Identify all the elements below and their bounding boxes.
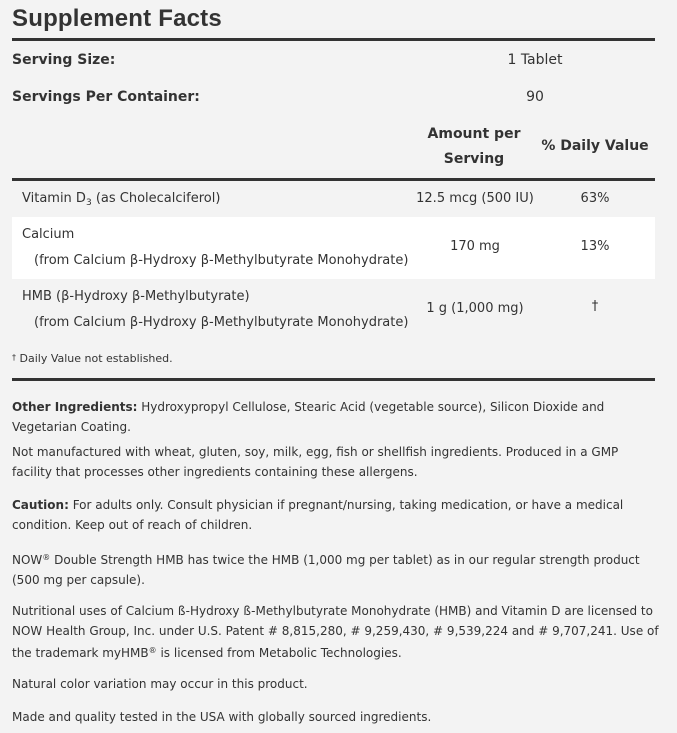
footnote-dagger: † bbox=[12, 353, 16, 362]
nutrient-source: (from Calcium β-Hydroxy β-Methylbutyrate Monohydrate) bbox=[34, 253, 409, 268]
facts-bottom-divider bbox=[12, 378, 655, 381]
license-text-before: Nutritional uses of Calcium ß-Hydroxy ß-Methylbutyrate Monohydrate (HMB) and Vitamin D are licensed to NOW Health Group, Inc. under U.S. Patent # 8,815,280, # 9,259,430, # 9,539,224 and # 9,707,241. Use of the trademark myHMB bbox=[12, 604, 659, 660]
amount-header-line2: Serving bbox=[443, 151, 505, 167]
footnote-text: Daily Value not established. bbox=[16, 352, 173, 365]
nutrient-row-vitamin-d bbox=[12, 181, 655, 217]
amount-header-line1: Amount per bbox=[427, 126, 521, 142]
nutrient-row-hmb bbox=[12, 279, 655, 341]
license-text-after: is licensed from Metabolic Technologies. bbox=[156, 646, 402, 660]
serving-size-value: 1 Tablet bbox=[507, 52, 563, 68]
color-variation-note: Natural color variation may occur in this product. bbox=[12, 677, 308, 691]
origin-note: Made and quality tested in the USA with globally sourced ingredients. bbox=[12, 710, 432, 724]
registered-mark: ® bbox=[148, 646, 157, 655]
other-ingredients-text: Hydroxypropyl Cellulose, Stearic Acid (vegetable source), Silicon Dioxide and Vegetarian Coating. bbox=[12, 400, 605, 434]
serving-size-label: Serving Size: bbox=[12, 52, 116, 68]
allergen-note: Not manufactured with wheat, gluten, soy, milk, egg, fish or shellfish ingredients. Produced in a GMP facility that processes other ingredients containing these allergens. bbox=[12, 445, 619, 479]
daily-value-header: % Daily Value bbox=[541, 138, 649, 154]
servings-per-container-label: Servings Per Container: bbox=[12, 89, 200, 105]
title-divider bbox=[12, 38, 655, 41]
registered-mark: ® bbox=[42, 553, 51, 562]
nutrient-row-calcium bbox=[12, 217, 655, 279]
strength-note bbox=[12, 548, 662, 590]
amount-per-serving-header bbox=[404, 122, 544, 172]
nutrient-daily-value: 63% bbox=[580, 191, 610, 206]
nutrient-daily-value: † bbox=[591, 299, 599, 314]
other-ingredients bbox=[12, 397, 662, 437]
nutrient-name-subscript: 3 bbox=[85, 198, 92, 208]
nutrient-amount: 170 mg bbox=[450, 239, 500, 254]
caution-label: Caution: bbox=[12, 498, 69, 512]
brand-name: NOW bbox=[12, 553, 43, 567]
license-note bbox=[12, 601, 662, 663]
supplement-facts-title: Supplement Facts bbox=[12, 5, 222, 32]
daily-value-footnote bbox=[12, 352, 173, 365]
nutrient-name-prefix: Vitamin D bbox=[22, 191, 86, 206]
strength-text: Double Strength HMB has twice the HMB (1,000 mg per tablet) as in our regular strength product (500 mg per capsule). bbox=[12, 553, 640, 587]
nutrient-source: (from Calcium β-Hydroxy β-Methylbutyrate Monohydrate) bbox=[34, 315, 409, 330]
servings-per-container-value: 90 bbox=[526, 89, 544, 105]
nutrient-name: Calcium bbox=[22, 227, 75, 242]
nutrient-daily-value: 13% bbox=[580, 239, 610, 254]
nutrient-name bbox=[22, 187, 220, 215]
caution-text: For adults only. Consult physician if pregnant/nursing, taking medication, or have a medical condition. Keep out of reach of children. bbox=[12, 498, 624, 532]
nutrient-name-suffix: (as Cholecalciferol) bbox=[91, 191, 221, 206]
other-ingredients-label: Other Ingredients: bbox=[12, 400, 138, 414]
nutrient-amount: 1 g (1,000 mg) bbox=[426, 301, 524, 316]
nutrient-amount: 12.5 mcg (500 IU) bbox=[416, 191, 534, 206]
nutrient-name: HMB (β-Hydroxy β-Methylbutyrate) bbox=[22, 289, 250, 304]
caution-note bbox=[12, 495, 662, 535]
